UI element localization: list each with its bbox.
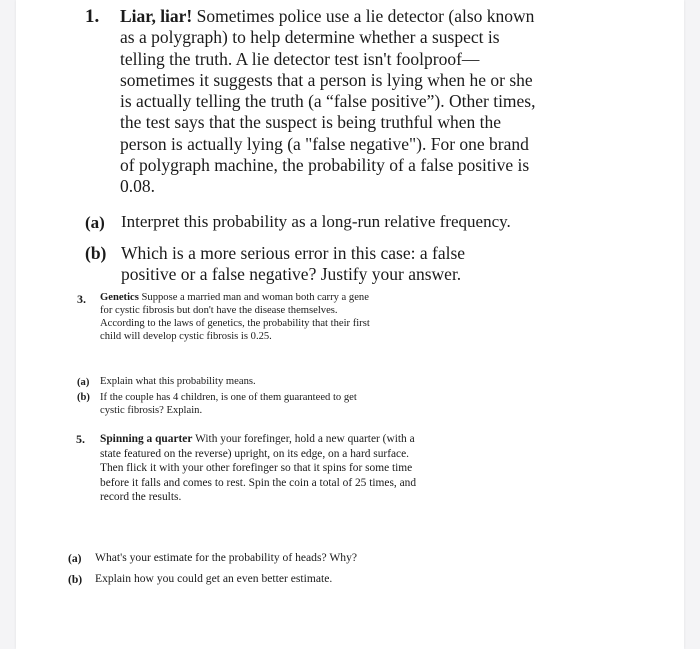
part-text: If the couple has 4 children, is one of them guaranteed to get cystic fibrosis? Explain. [100,392,357,416]
part-label: (a) [68,552,82,565]
problem-body [120,6,540,198]
problem-number: 1. [85,6,100,27]
part-label: (b) [85,243,107,263]
problem-text: Suppose a married man and woman both carry a gene for cystic fibrosis but don't have the disease themselves. According to the laws of genetics, the probability that their first child will develop cystic fibrosis is 0.25. [100,292,370,342]
problem-title: Liar, liar! [120,6,193,26]
part-label: (b) [68,573,83,586]
part-text: Which is a more serious error in this case: a false positive or a false negative? Justify your answer. [121,243,466,284]
problem-title: Spinning a quarter [100,433,193,445]
part-text: What's your estimate for the probability of heads? Why? [95,551,358,564]
problem-title: Genetics [100,292,139,303]
problem-number: 3. [77,292,86,306]
problem-body [100,432,420,505]
part-text: Interpret this probability as a long-run relative frequency. [121,212,511,231]
problem-text: Sometimes police use a lie detector (also known as a polygraph) to help determine whether a suspect is telling the truth. A lie detector test isn't foolproof—sometimes it suggests that a person is lying when he or she is actually telling the truth (a “false positive”). Other times, the test says that the suspect is being truthful when the person is actually lying (a "false negative"). For one brand of polygraph machine, the probability of a false positive is 0.08. [120,6,536,197]
problem-body [100,292,380,344]
part-text: Explain how you could get an even better estimate. [95,572,333,585]
part-label: (a) [85,213,105,232]
part-text: Explain what this probability means. [100,376,256,387]
part-label: (b) [77,392,90,403]
part-label: (a) [77,377,90,388]
problem-number: 5. [76,432,85,446]
problem-text: With your forefinger, hold a new quarter (with a state featured on the reverse) upright, on its edge, on a hard surface. Then flick it with your other forefinger so that it spins for some time before it falls and comes to rest. Spin the coin a total of 25 times, and record the results. [100,433,417,504]
